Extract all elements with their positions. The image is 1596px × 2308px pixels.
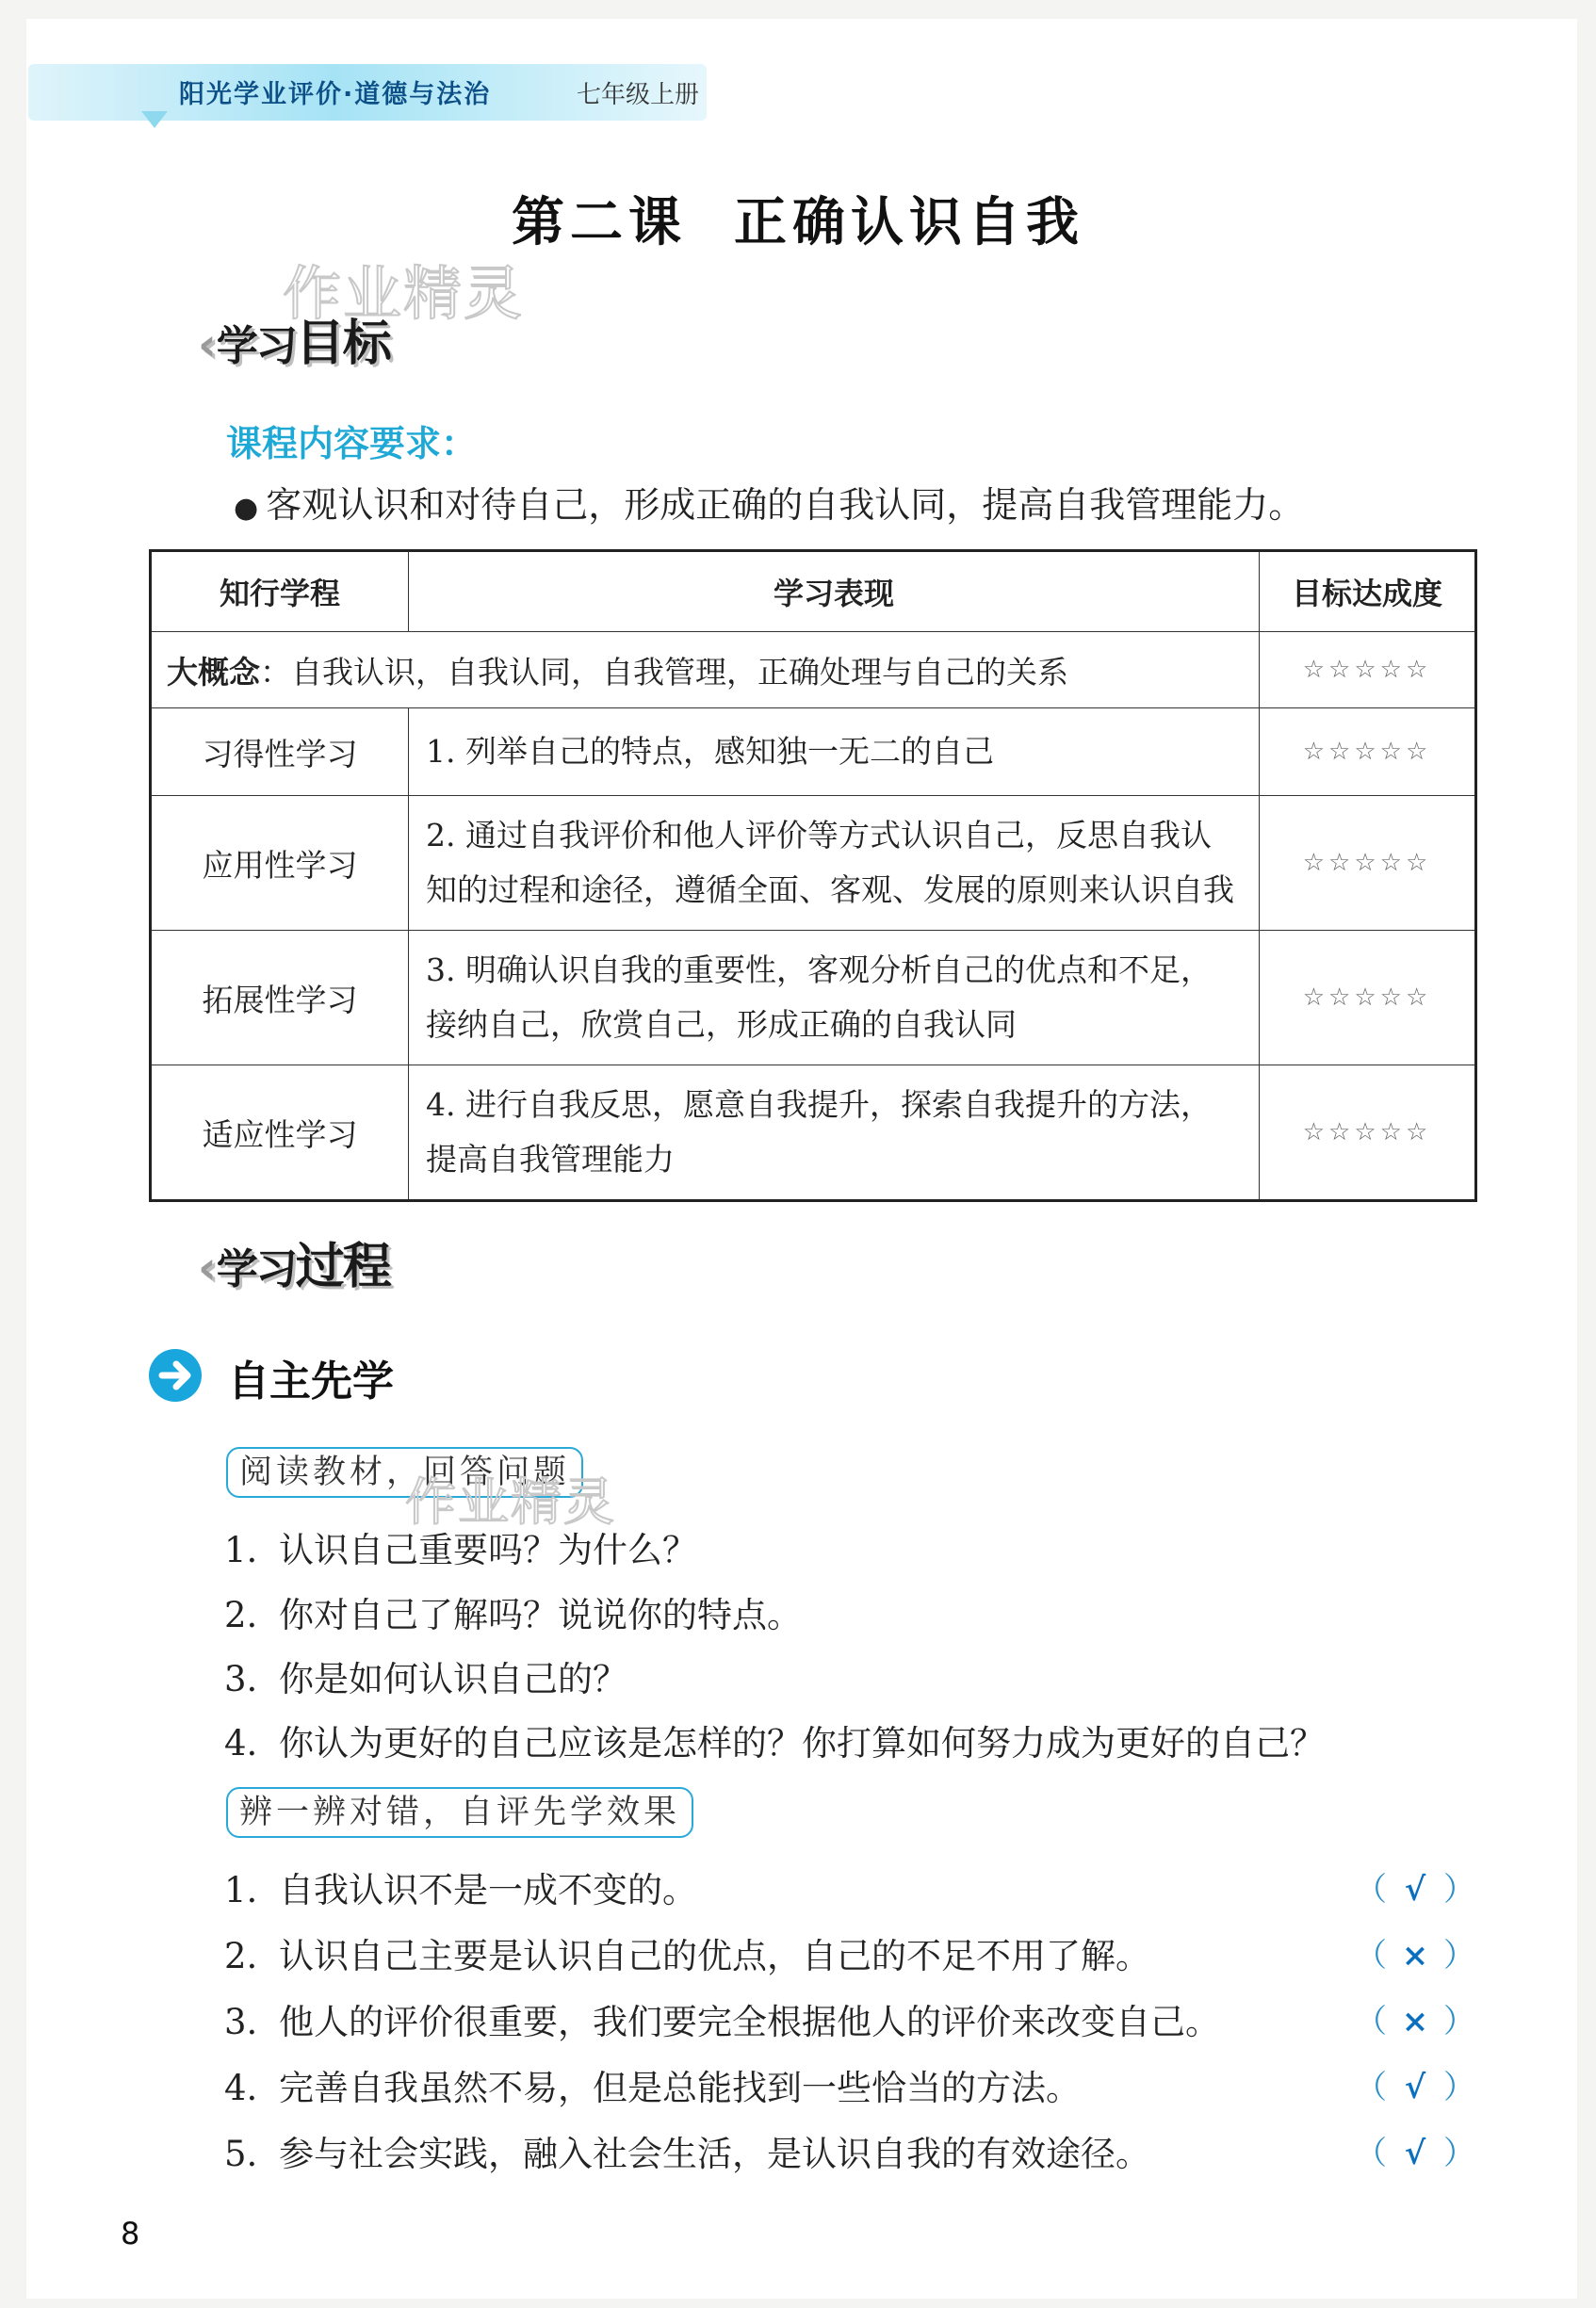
answer-slot[interactable]: （ × ）: [1355, 2003, 1475, 2040]
chevron-left-icon: ‹: [198, 1242, 215, 1294]
table-row: [151, 931, 1476, 1065]
star-rating[interactable]: ☆☆☆☆☆: [1260, 632, 1476, 708]
answer-slot[interactable]: （ √ ）: [1355, 1871, 1475, 1909]
table-row: [151, 796, 1476, 931]
check-icon: √: [1404, 2069, 1426, 2106]
judgement-item: 5. 参与社会实践，融入社会生活，是认识自我的有效途径。: [224, 2134, 1150, 2174]
page-number: 8: [121, 2216, 140, 2251]
star-rating[interactable]: ☆☆☆☆☆: [1260, 931, 1476, 1065]
learning-goals-banner: ‹学习目标: [198, 316, 390, 372]
cross-icon: ×: [1401, 2003, 1429, 2040]
category-cell: 适应性学习: [151, 1065, 409, 1201]
read-textbook-tag: 阅读教材，回答问题: [226, 1447, 583, 1498]
true-false-tag: 辨一辨对错，自评先学效果: [226, 1787, 693, 1838]
question-item: 4. 你认为更好的自己应该是怎样的？你打算如何努力成为更好的自己？: [224, 1723, 1325, 1764]
lesson-name: 正确认识自我: [734, 191, 1084, 253]
table-row-big-concept: [151, 632, 1476, 708]
table-header: 知行学程: [151, 551, 409, 632]
category-cell: 习得性学习: [151, 708, 409, 796]
table-row: [151, 1065, 1476, 1201]
table-header: 学习表现: [409, 551, 1260, 632]
bullet-icon: ●: [234, 492, 259, 525]
description-cell: 2. 通过自我评价和他人评价等方式认识自己，反思自我认知的过程和途径，遵循全面、客观、发展的原则来认识自我: [409, 796, 1260, 931]
question-item: 3. 你是如何认识自己的？: [224, 1659, 627, 1699]
chevron-left-icon: ‹: [198, 318, 215, 371]
self-study-title: 自主先学: [228, 1357, 394, 1406]
description-cell: 4. 进行自我反思，愿意自我提升，探索自我提升的方法，提高自我管理能力: [409, 1065, 1260, 1201]
answer-slot[interactable]: （ × ）: [1355, 1937, 1475, 1975]
big-concept-text: ：自我认识，自我认同，自我管理，正确处理与自己的关系: [260, 653, 1068, 691]
big-concept-cell: [151, 632, 1260, 708]
table-row: [151, 708, 1476, 796]
check-icon: √: [1404, 2135, 1426, 2172]
star-rating[interactable]: ☆☆☆☆☆: [1260, 796, 1476, 931]
learning-process-banner: ‹学习过程: [198, 1239, 390, 1295]
big-concept-label: 大概念: [167, 653, 260, 691]
star-rating[interactable]: ☆☆☆☆☆: [1260, 1065, 1476, 1201]
grade-label: 七年级上册: [577, 81, 700, 109]
watermark: 作业精灵: [405, 1472, 616, 1532]
check-icon: √: [1404, 1871, 1426, 1909]
watermark: 作业精灵: [283, 259, 525, 328]
lesson-number: 第二课: [512, 191, 687, 253]
learning-targets-table: [149, 549, 1477, 1202]
judgement-item: 3. 他人的评价很重要，我们要完全根据他人的评价来改变自己。: [224, 2002, 1220, 2042]
judgement-item: 2. 认识自己主要是认识自己的优点，自己的不足不用了解。: [224, 1936, 1150, 1976]
question-item: 1. 认识自己重要吗？为什么？: [224, 1530, 697, 1570]
judgement-item: 1. 自我认识不是一成不变的。: [224, 1870, 697, 1910]
table-header-row: [151, 551, 1476, 632]
category-cell: 拓展性学习: [151, 931, 409, 1065]
series-title: 阳光学业评价·道德与法治: [179, 80, 492, 109]
requirement-bullet: ● 客观认识和对待自己，形成正确的自我认同，提高自我管理能力。: [234, 484, 1305, 526]
answer-slot[interactable]: （ √ ）: [1355, 2135, 1475, 2172]
answer-slot[interactable]: （ √ ）: [1355, 2069, 1475, 2106]
header-notch: [141, 111, 168, 128]
lesson-title: [0, 181, 1596, 256]
table-header: 目标达成度: [1260, 551, 1476, 632]
description-cell: 3. 明确认识自我的重要性，客观分析自己的优点和不足，接纳自己，欣赏自己，形成正确的自我认同: [409, 931, 1260, 1065]
question-item: 2. 你对自己了解吗？说说你的特点。: [224, 1595, 802, 1635]
judgement-item: 4. 完善自我虽然不易，但是总能找到一些恰当的方法。: [224, 2068, 1081, 2108]
star-rating[interactable]: ☆☆☆☆☆: [1260, 708, 1476, 796]
arrow-right-icon: [149, 1349, 202, 1402]
category-cell: 应用性学习: [151, 796, 409, 931]
cross-icon: ×: [1401, 1937, 1429, 1975]
description-cell: 1. 列举自己的特点，感知独一无二的自己: [409, 708, 1260, 796]
course-requirements-heading: 课程内容要求：: [226, 422, 478, 464]
